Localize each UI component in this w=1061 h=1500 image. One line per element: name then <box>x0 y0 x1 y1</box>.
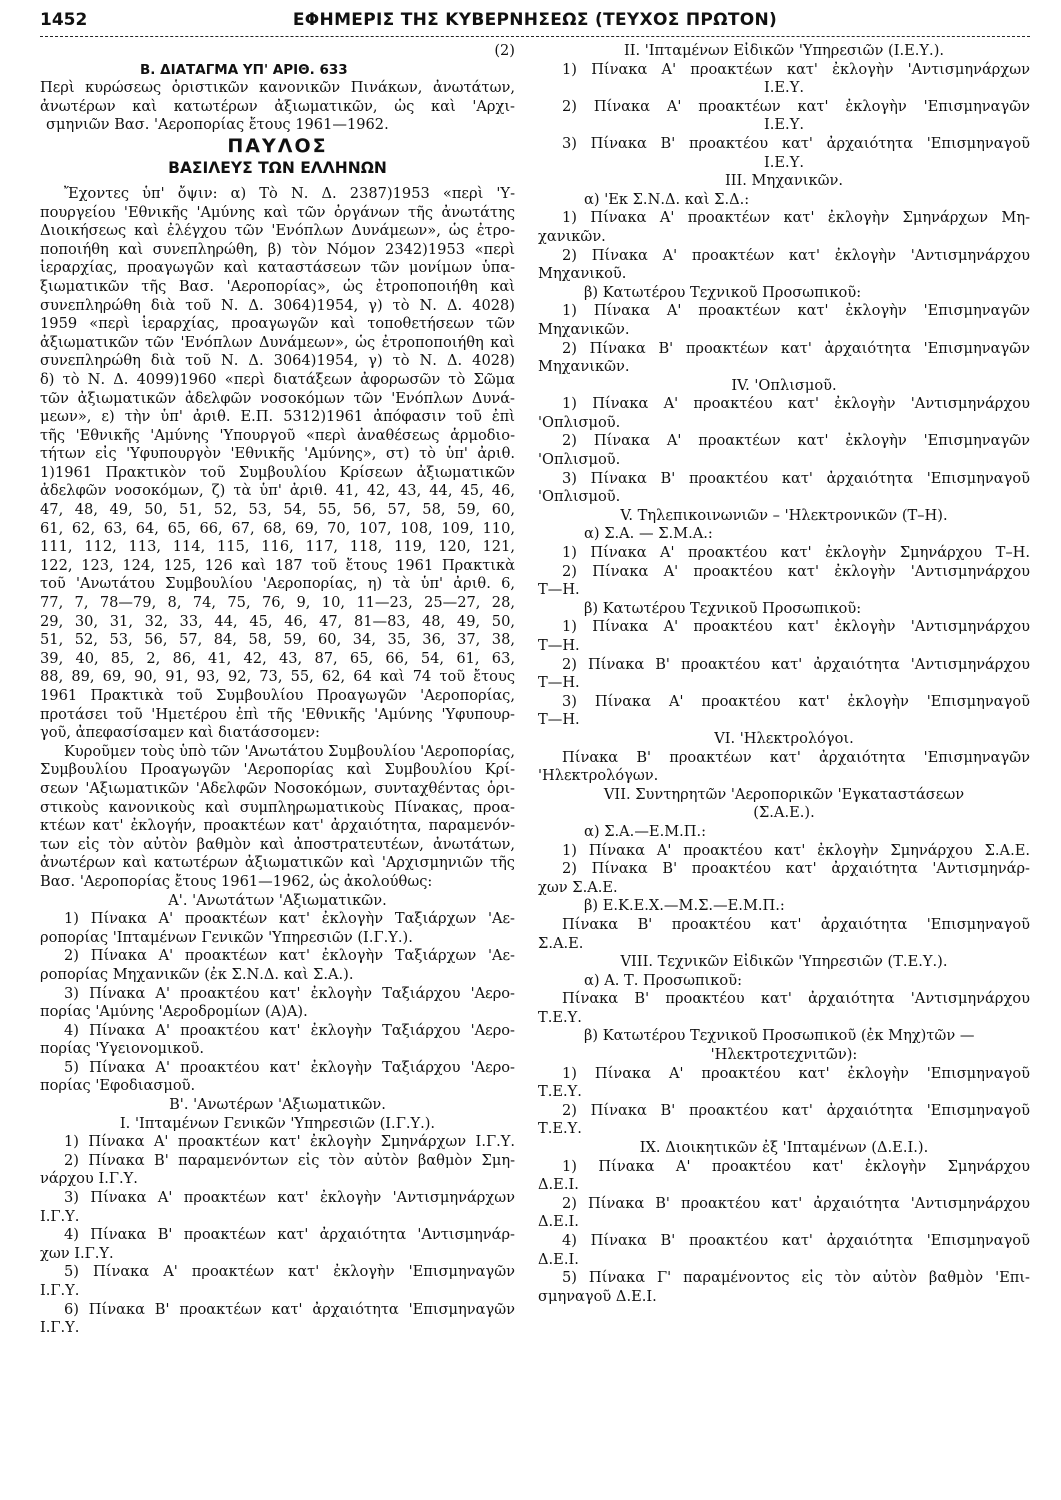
text-line: α) Σ.Α. — Σ.Μ.Α.: <box>584 525 713 543</box>
decree-title: Β. ΔΙΑΤΑΓΜΑ ΥΠ' ΑΡΙΘ. 633 <box>140 61 348 78</box>
text-line: 1) Πίνακα Α' προακτέων κατ' ἐκλογὴν Σμηνάρχων Ι.Γ.Υ. <box>64 1133 515 1151</box>
text-line: VΙ. 'Ηλεκτρολόγοι. <box>714 729 854 747</box>
text-line: 2) Πίνακα Β' προακτέου κατ' ἀρχαιότητα 'Αντισμηνάρχου <box>562 655 1030 673</box>
text-line: 5) Πίνακα Α' προακτέων κατ' ἐκλογὴν 'Επισμηναγῶν <box>64 1263 515 1281</box>
text-line: β) Κατωτέρου Τεχνικοῦ Προσωπικοῦ: <box>584 283 862 301</box>
text-line: 5) Πίνακα Α' προακτέου κατ' ἐκλογὴν Ταξιάρχου 'Αερο- <box>64 1058 515 1076</box>
text-line: 1) Πίνακα Α' προακτέου κατ' ἐκλογὴν Σμηνάρχου Τ–Η. <box>562 544 1030 562</box>
text-line: Μηχανικῶν. <box>538 320 630 338</box>
text-line: πορίας 'Εφοδιασμοῦ. <box>40 1077 196 1095</box>
text-line: ἀδελφῶν νοσοκόμων, ζ) τὰ ὑπ' ἀριθ. 41, 42, 43, 44, 45, 46, <box>40 482 515 500</box>
subject-line: Περὶ κυρώσεως ὁριστικῶν κανονικῶν Πινάκων, ἀνωτάτων, <box>40 79 515 97</box>
text-line: 1) Πίνακα Α' προακτέων κατ' ἐκλογὴν Σμηνάρχων Μη- <box>562 209 1030 227</box>
page-number: 1452 <box>40 10 88 30</box>
text-line: Τ.Ε.Υ. <box>538 1008 582 1026</box>
text-line: 2) Πίνακα Β' προακτέου κατ' ἀρχαιότητα 'Επισμηναγοῦ <box>562 1101 1030 1119</box>
text-line: ΙΙ. 'Ιπταμένων Εἰδικῶν 'Υπηρεσιῶν (Ι.Ε.Υ.). <box>623 42 945 59</box>
text-line: Ι.Γ.Υ. <box>40 1319 80 1337</box>
text-line: 29, 30, 31, 32, 33, 44, 45, 46, 47, 81—83, 48, 49, 50, <box>40 612 515 630</box>
text-line: V. Τηλεπικοινωνιῶν – 'Ηλεκτρονικῶν (Τ–Η). <box>620 506 948 524</box>
text-line: προτάσει τοῦ 'Ημετέρου ἐπὶ τῆς 'Εθνικῆς 'Αμύνης 'Υφυπουρ- <box>40 705 515 723</box>
text-line: Τ—Η. <box>538 674 580 692</box>
text-line: Πίνακα Β' προακτέου κατ' ἀρχαιότητα 'Επισμηναγοῦ <box>562 915 1030 933</box>
text-line: (Σ.Α.Ε.). <box>753 804 815 822</box>
preamble <box>40 185 515 743</box>
text-line: Συμβουλίου Προαγωγῶν 'Αεροπορίας καὶ Συμβουλίου Κρί- <box>40 761 515 779</box>
text-line: 2) Πίνακα Β' παραμενόντων εἰς τὸν αὐτὸν βαθμὸν Σμη- <box>64 1151 515 1169</box>
text-line: νάρχου Ι.Γ.Υ. <box>40 1170 138 1188</box>
text-line: 61, 62, 63, 64, 65, 66, 67, 68, 69, 70, 107, 108, 109, 110, <box>40 519 515 537</box>
text-line: Βασ. 'Αεροπορίας ἔτους 1961—1962, ὡς ἀκολούθως: <box>40 872 433 890</box>
section-b-heading: Β'. 'Ανωτέρων 'Αξιωματικῶν. <box>169 1096 386 1114</box>
king-title: ΒΑΣΙΛΕΥΣ ΤΩΝ ΕΛΛΗΝΩΝ <box>168 158 387 177</box>
text-line: 77, 7, 78—79, 8, 74, 75, 76, 9, 10, 11—23, 25—27, 28, <box>40 594 515 612</box>
text-line: Ι.Γ.Υ. <box>40 1282 80 1299</box>
text-line: 6) Πίνακα Β' προακτέων κατ' ἀρχαιότητα 'Επισμηναγῶν <box>64 1300 515 1318</box>
section-b1-heading: Ι. 'Ιπταμένων Γενικῶν 'Υπηρεσιῶν (Ι.Γ.Υ.). <box>119 1114 436 1132</box>
text-line: 1)1961 Πρακτικὸν τοῦ Συμβουλίου Κρίσεων ἀξιωματικῶν <box>40 463 515 481</box>
text-line: 3) Πίνακα Α' προακτέου κατ' ἐκλογὴν 'Επισμηναγοῦ <box>562 692 1030 710</box>
text-line: β) Κατωτέρου Τεχνικοῦ Προσωπικοῦ (ἐκ Μηχ)τῶν — <box>584 1027 975 1045</box>
text-line: ξιωματικῶν τῆς Βασ. 'Αεροπορίας», ὡς ἐτροποποιήθη καὶ <box>40 277 515 295</box>
header-rule <box>40 36 1030 37</box>
text-line: 1) Πίνακα Α' προακτέου κατ' ἐκλογὴν 'Αντισμηνάρχου <box>562 618 1030 636</box>
text-line: χων Σ.Α.Ε. <box>538 878 618 896</box>
section-b1-list <box>40 1133 515 1338</box>
text-line: 1) Πίνακα Α' προακτέων κατ' ἐκλογὴν 'Επισμηναγῶν <box>562 302 1030 320</box>
text-line: 1) Πίνακα Α' προακτέων κατ' ἐκλογὴν 'Αντισμηνάρχων <box>562 60 1030 78</box>
text-line: Μηχανικῶν. <box>538 358 630 376</box>
text-line: τοῦ 'Ανωτάτου Συμβουλίου 'Αεροπορίας, η) τὰ ὑπ' ἀριθ. 6, <box>40 575 515 593</box>
text-line: Μηχανικοῦ. <box>538 265 627 283</box>
text-line: Τ—Η. <box>538 637 580 654</box>
text-line: 51, 52, 53, 56, 57, 84, 58, 59, 60, 34, 35, 36, 37, 38, <box>40 631 515 649</box>
text-line: Τ.Ε.Υ. <box>538 1083 582 1101</box>
text-line: 4) Πίνακα Β' προακτέων κατ' ἀρχαιότητα 'Αντισμηνάρ- <box>64 1226 515 1244</box>
text-line: σμηναγοῦ Δ.Ε.Ι. <box>538 1287 657 1305</box>
king-name: ΠΑΥΛΟΣ <box>227 134 328 157</box>
text-line: Δ.Ε.Ι. <box>538 1250 579 1268</box>
text-line: 3) Πίνακα Β' προακτέου κατ' ἀρχαιότητα 'Επισμηναγοῦ <box>562 469 1030 487</box>
text-line: 'Ηλεκτροτεχνιτῶν): <box>710 1046 858 1064</box>
text-line: 3) Πίνακα Α' προακτέων κατ' ἐκλογὴν 'Αντισμηνάρχων <box>64 1189 515 1207</box>
text-line: ΙΙΙ. Μηχανικῶν. <box>724 172 844 190</box>
text-line: ΙΧ. Διοικητικῶν ἐξ 'Ιπταμένων (Δ.Ε.Ι.). <box>639 1139 929 1157</box>
text-line: Δ.Ε.Ι. <box>538 1176 579 1194</box>
text-line: 2) Πίνακα Α' προακτέων κατ' ἐκλογὴν 'Αντισμηνάρχου <box>562 246 1030 264</box>
text-line: 39, 40, 85, 2, 86, 41, 42, 43, 87, 65, 66, 54, 61, 63, <box>40 649 515 667</box>
text-line: VΙΙΙ. Τεχνικῶν Εἰδικῶν 'Υπηρεσιῶν (Τ.Ε.Υ.). <box>620 953 948 971</box>
subject-line: σμηνιῶν Βασ. 'Αεροπορίας ἔτους 1961—1962. <box>46 116 389 134</box>
section-a-list <box>40 910 515 1096</box>
text-line: 2) Πίνακα Α' προακτέων κατ' ἐκλογὴν 'Επισμηναγῶν <box>562 97 1030 115</box>
text-line: 4) Πίνακα Α' προακτέου κατ' ἐκλογὴν Ταξιάρχου 'Αερο- <box>64 1021 515 1039</box>
text-line: Τ—Η. <box>538 711 580 729</box>
text-line: ἀξιωματικῶν τῶν 'Ενόπλων Δυνάμεων», ὡς ἐτροποποιήθη καὶ <box>40 333 515 351</box>
decree-subject <box>40 79 515 135</box>
text-line: 3) Πίνακα Α' προακτέου κατ' ἐκλογὴν Ταξιάρχου 'Αερο- <box>64 984 515 1002</box>
text-line: 2) Πίνακα Α' προακτέων κατ' ἐκλογὴν 'Επισμηναγῶν <box>562 432 1030 450</box>
text-line: τήτων εἰς 'Υφυπουργὸν 'Εθνικῆς 'Αμύνης», στ) τὸ ὑπ' ἀριθ. <box>40 445 515 463</box>
subject-line: ἀνωτέρων καὶ κατωτέρων ἀξιωματικῶν, ὡς καὶ 'Αρχι- <box>40 97 515 115</box>
text-line: Ἔχοντες ὑπ' ὄψιν: α) Τὸ Ν. Δ. 2387)1953 «περὶ 'Υ- <box>64 184 515 202</box>
text-line: 111, 112, 113, 114, 115, 116, 117, 118, 119, 120, 121, <box>40 538 515 556</box>
text-line: 1) Πίνακα Α' προακτέων κατ' ἐκλογὴν Ταξιάρχων 'Αε- <box>64 910 515 928</box>
text-line: 2) Πίνακα Β' προακτέου κατ' ἀρχαιότητα 'Αντισμηνάρχου <box>562 1194 1030 1212</box>
text-line: κτέων κατ' ἐκλογήν, προακτέων κατ' ἀρχαιότητα, παραμενόν- <box>40 817 515 835</box>
text-line: 47, 48, 49, 50, 51, 52, 53, 54, 55, 56, 57, 58, 59, 60, <box>40 501 515 519</box>
text-line: β) Ε.Κ.Ε.Χ.—Μ.Σ.—Ε.Μ.Π.: <box>584 897 785 915</box>
text-line: Κυροῦμεν τοὺς ὑπὸ τῶν 'Ανωτάτου Συμβουλίου 'Αεροπορίας, <box>64 742 515 760</box>
right-column <box>538 42 1030 1306</box>
text-line: συνεπληρώθη διὰ τοῦ Ν. Δ. 3064)1954, γ) τὸ Ν. Δ. 4028) <box>40 352 515 370</box>
text-line: 'Οπλισμοῦ. <box>538 413 621 431</box>
text-line: 4) Πίνακα Β' προακτέου κατ' ἀρχαιότητα 'Επισμηναγοῦ <box>562 1232 1030 1249</box>
text-line: ροπορίας 'Ιπταμένων Γενικῶν 'Υπηρεσιῶν (Ι.Γ.Υ.). <box>40 928 413 946</box>
text-line: Ι.Ε.Υ. <box>764 116 804 134</box>
text-line: χων Ι.Γ.Υ. <box>40 1244 114 1262</box>
left-column <box>40 42 515 1338</box>
text-line: ποποιήθη καὶ συνεπληρώθη, β) τὸν Νόμον 2342)1953 «περὶ <box>40 240 515 258</box>
text-line: 1) Πίνακα Α' προακτέου κατ' ἐκλογὴν Σμηνάρχου Σ.Α.Ε. <box>562 841 1030 859</box>
text-line: πορίας 'Αμύνης 'Αεροδρομίων (Α)Α). <box>40 1003 308 1021</box>
text-line: ροπορίας Μηχανικῶν (ἐκ Σ.Ν.Δ. καὶ Σ.Α.). <box>40 965 354 983</box>
text-line: Πίνακα Β' προακτέου κατ' ἀρχαιότητα 'Αντισμηνάρχου <box>562 990 1030 1008</box>
text-line: 2) Πίνακα Β' προακτέου κατ' ἀρχαιότητα 'Αντισμηνάρ- <box>562 860 1030 878</box>
text-line: Τ.Ε.Υ. <box>538 1120 582 1138</box>
text-line: ἱεραρχίας, προαγωγῶν καὶ καταστάσεων τῶν μονίμων ὑπα- <box>40 259 515 277</box>
text-line: Πίνακα Β' προακτέων κατ' ἀρχαιότητα 'Επισμηναγῶν <box>562 748 1030 766</box>
text-line: 122, 123, 124, 125, 126 καὶ 187 τοῦ ἔτους 1961 Πρακτικὰ <box>40 556 515 574</box>
text-line: συνεπληρώθη διὰ τοῦ Ν. Δ. 3064)1954, γ) τὸ Ν. Δ. 4028) <box>40 296 515 314</box>
text-line: 1) Πίνακα Α' προακτέου κατ' ἐκλογὴν 'Επισμηναγοῦ <box>562 1064 1030 1082</box>
text-line: γοῦ, ἀπεφασίσαμεν καὶ διατάσσομεν: <box>40 724 320 742</box>
text-line: των εἰς τὸν αὐτὸν βαθμὸν καὶ ἀποστρατευτέων, ἀνωτάτων, <box>40 835 515 853</box>
section-a-heading: Α'. 'Ανωτάτων 'Αξιωματικῶν. <box>168 891 387 909</box>
text-line: VΙΙ. Συντηρητῶν 'Αεροπορικῶν 'Εγκαταστάσεων <box>603 785 965 803</box>
text-line: 1961 Πρακτικὰ τοῦ Συμβουλίου Προαγωγῶν 'Αεροπορίας, <box>40 687 515 704</box>
text-line: ἀνωτέρων καὶ κατωτέρων ἀξιωματικῶν καὶ 'Αρχισμηνιῶν τῆς <box>40 854 515 872</box>
text-line: σεων 'Αξιωματικῶν 'Αδελφῶν Νοσοκόμων, συνταχθέντας ὁρι- <box>40 779 515 797</box>
text-line: τῶν ἀξιωματικῶν ἀδελφῶν νοσοκόμων τῶν 'Ενόπλων Δυνά- <box>40 389 515 407</box>
page-header <box>40 8 1030 36</box>
text-line: Ι.Γ.Υ. <box>40 1207 80 1225</box>
text-line: α) Σ.Α.—Ε.Μ.Π.: <box>584 822 707 840</box>
text-line: 3) Πίνακα Β' προακτέου κατ' ἀρχαιότητα 'Επισμηναγοῦ <box>562 134 1030 152</box>
text-line: 1) Πίνακα Α' προακτέου κατ' ἐκλογὴν Σμηνάρχου <box>562 1157 1030 1175</box>
text-line: Τ—Η. <box>538 581 580 599</box>
text-line: Διοικήσεως καὶ ἐλέγχου τῶν 'Ενόπλων Δυνάμεων», ὡς ἐτρο- <box>40 222 515 240</box>
text-line: 88, 89, 69, 90, 91, 93, 92, 73, 55, 62, 64 καὶ 74 τοῦ ἔτους <box>40 668 515 686</box>
text-line: ΙV. 'Οπλισμοῦ. <box>731 376 837 394</box>
text-line: 2) Πίνακα Α' προακτέου κατ' ἐκλογὴν 'Αντισμηνάρχου <box>562 562 1030 580</box>
decision-paragraph <box>40 743 515 892</box>
text-line: α) Α. Τ. Προσωπικοῦ: <box>584 971 742 989</box>
text-line: 5) Πίνακα Γ' παραμένοντος εἰς τὸν αὐτὸν βαθμὸν 'Επι- <box>562 1269 1030 1287</box>
text-line: στικοὺς κανονικοὺς καὶ συμπληρωματικοὺς Πίνακας, προα- <box>40 798 515 816</box>
text-line: Ι.Ε.Υ. <box>764 79 804 97</box>
text-line: χανικῶν. <box>538 227 606 245</box>
text-line: Σ.Α.Ε. <box>538 934 584 952</box>
text-line: Ι.Ε.Υ. <box>764 153 804 171</box>
text-line: 1959 «περὶ ἱεραρχίας, προαγωγῶν καὶ τοποθετήσεων τῶν <box>40 315 515 333</box>
text-line: α) 'Εκ Σ.Ν.Δ. καὶ Σ.Δ.: <box>584 190 750 208</box>
text-line: 2) Πίνακα Β' προακτέων κατ' ἀρχαιότητα 'Επισμηναγῶν <box>562 339 1030 357</box>
text-line: μεων», ε) τὴν ὑπ' ἀριθ. Ε.Π. 5312)1961 ἀπόφασιν τοῦ ἐπὶ <box>40 408 515 426</box>
decree-number-tag: (2) <box>494 42 515 59</box>
text-line: πουργείου 'Εθνικῆς 'Αμύνης καὶ τῶν ὀργάνων τῆς ἀνωτάτης <box>40 203 515 221</box>
text-line: 2) Πίνακα Α' προακτέων κατ' ἐκλογὴν Ταξιάρχων 'Αε- <box>64 947 515 965</box>
text-line: Δ.Ε.Ι. <box>538 1213 579 1231</box>
text-line: 1) Πίνακα Α' προακτέου κατ' ἐκλογὴν 'Αντισμηνάρχου <box>562 395 1030 413</box>
text-line: 'Ηλεκτρολόγων. <box>538 767 659 785</box>
text-line: 'Οπλισμοῦ. <box>538 488 621 506</box>
text-line: β) Κατωτέρου Τεχνικοῦ Προσωπικοῦ: <box>584 599 862 617</box>
gazette-title: ΕΦΗΜΕΡΙΣ ΤΗΣ ΚΥΒΕΡΝΗΣΕΩΣ (ΤΕΥΧΟΣ ΠΡΩΤΟΝ) <box>292 10 778 30</box>
text-line: 'Οπλισμοῦ. <box>538 451 621 469</box>
text-line: τῆς 'Εθνικῆς 'Αμύνης 'Υπουργοῦ «περὶ ἀναθέσεως ἁρμοδιο- <box>40 426 515 444</box>
text-line: πορίας 'Υγειονομικοῦ. <box>40 1040 205 1058</box>
text-line: δ) τὸ Ν. Δ. 4099)1960 «περὶ διατάξεων ἀφορωσῶν τὸ Σῶμα <box>40 370 515 388</box>
